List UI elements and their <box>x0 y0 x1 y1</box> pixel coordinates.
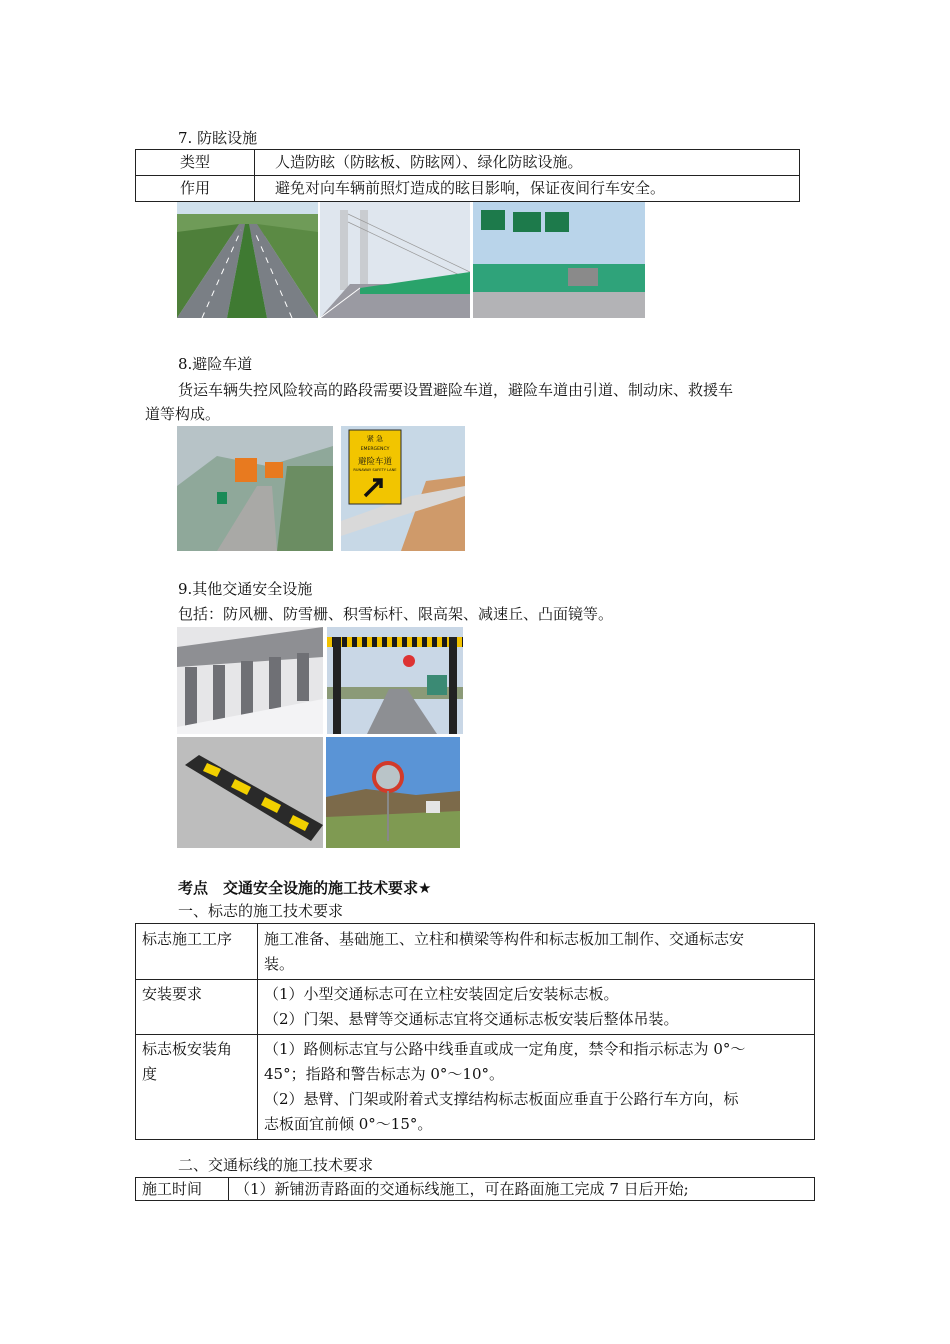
row-text-line: （2）悬臂、门架或附着式支撑结构标志板面应垂直于公路行车方向，标 <box>264 1090 739 1108</box>
row-label: 安装要求 <box>136 980 258 1035</box>
sign-requirements-table <box>135 923 815 1140</box>
photo-convex-mirror <box>326 737 460 848</box>
row-text-line: 志板面宜前倾 0°～15°。 <box>264 1115 433 1133</box>
sign-text-escape-lane: 避险车道 <box>357 457 393 467</box>
photo-escape-ramp-aerial <box>177 426 333 551</box>
row-text-line: （1）路侧标志宜与公路中线垂直或成一定角度，禁令和指示标志为 0°～ <box>264 1040 746 1058</box>
table-row <box>136 176 800 202</box>
photo-bridge-anti-glare-net <box>320 202 470 318</box>
table-row <box>136 1178 815 1201</box>
sign-text-urgent: 紧 急 <box>366 435 384 443</box>
photo-anti-glare-fence-signs <box>473 202 645 318</box>
row-text-line: （2）门架、悬臂等交通标志宜将交通标志板安装后整体吊装。 <box>264 1010 679 1028</box>
photo-height-limit-frame <box>327 627 463 734</box>
sign-text-emergency: EMERGENCY <box>360 447 390 452</box>
row-text-line: 45°；指路和警告标志为 0°～10°。 <box>264 1065 504 1083</box>
photo-speed-bump <box>177 737 323 848</box>
section-7-heading: 7. 防眩设施 <box>178 129 258 147</box>
kaodian-title: 考点 交通安全设施的施工技术要求★ <box>178 879 432 897</box>
row-label-line: 标志板安装角 <box>142 1040 233 1058</box>
row-label: 作用 <box>136 176 255 202</box>
row-text: 避免对向车辆前照灯造成的眩目影响，保证夜间行车安全。 <box>255 176 800 202</box>
table-row <box>136 980 815 1035</box>
table-row <box>136 1035 815 1140</box>
section-9-paragraph: 包括：防风栅、防雪栅、积雪标杆、限高架、减速丘、凸面镜等。 <box>178 605 614 623</box>
sign-text-runaway: RUNAWAY SAFETY LANE <box>353 468 397 472</box>
section-8-heading: 8.避险车道 <box>178 355 253 373</box>
photo-snow-fence <box>177 627 323 734</box>
row-label: 标志施工工序 <box>136 924 258 980</box>
marking-requirements-table <box>135 1177 815 1201</box>
row-text-line: （1）小型交通标志可在立柱安装固定后安装标志板。 <box>264 985 619 1003</box>
row-text-line: 施工准备、基础施工、立柱和横梁等构件和标志板加工制作、交通标志安 <box>264 930 745 948</box>
anti-glare-table <box>135 149 800 202</box>
subheading-markings: 二、交通标线的施工技术要求 <box>178 1156 374 1174</box>
row-label: 类型 <box>136 150 255 176</box>
table-row <box>136 150 800 176</box>
section-9-heading: 9.其他交通安全设施 <box>178 580 313 598</box>
photo-green-median-highway <box>177 202 318 318</box>
section-8-paragraph-line2: 道等构成。 <box>145 405 221 423</box>
photo-emergency-ramp-sign <box>341 426 465 551</box>
section-8-paragraph-line1: 货运车辆失控风险较高的路段需要设置避险车道，避险车道由引道、制动床、救援车 <box>178 381 734 399</box>
row-text: 人造防眩（防眩板、防眩网）、绿化防眩设施。 <box>255 150 800 176</box>
row-label: 施工时间 <box>136 1178 229 1201</box>
row-text-line: 装。 <box>264 955 295 973</box>
table-row <box>136 924 815 980</box>
subheading-signs: 一、标志的施工技术要求 <box>178 902 344 920</box>
row-text: （1）新铺沥青路面的交通标线施工，可在路面施工完成 7 日后开始; <box>229 1178 815 1201</box>
row-label-line: 度 <box>142 1065 158 1083</box>
